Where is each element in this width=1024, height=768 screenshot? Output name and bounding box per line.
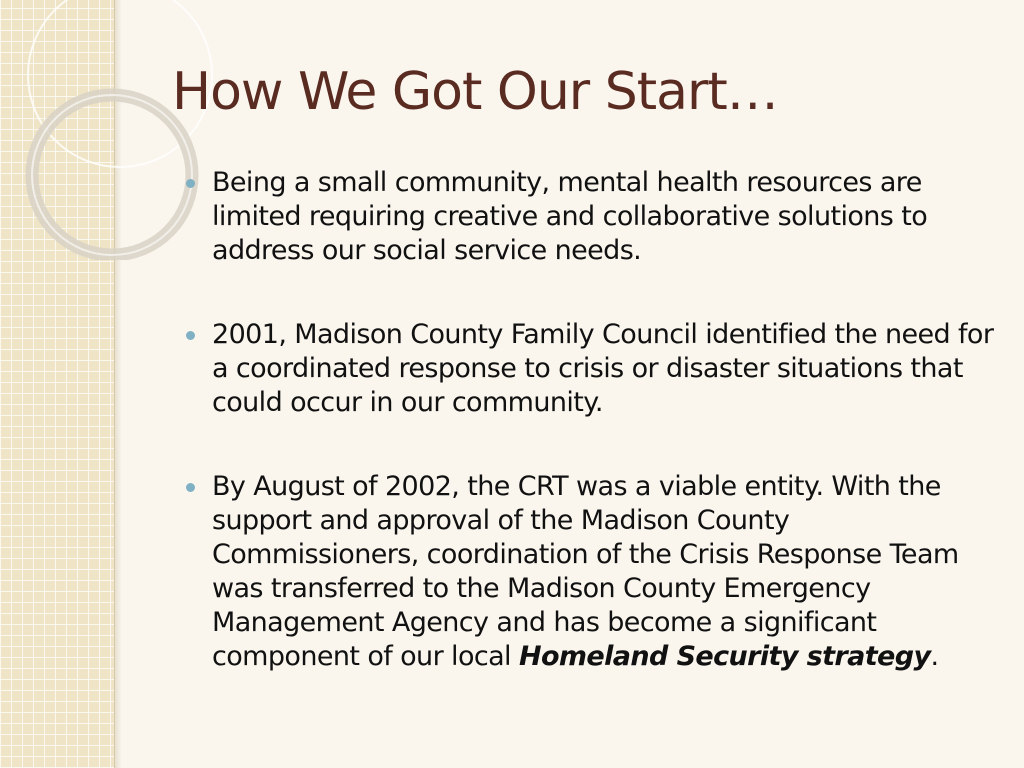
- slide-title: How We Got Our Start…: [172, 62, 778, 122]
- bullet-text: 2001, Madison County Family Council identified the need for a coordinated response to crisis or disaster situations that could occur in our community.: [212, 319, 994, 418]
- bullet-item: [186, 318, 996, 420]
- bullet-marker-icon: [186, 483, 195, 492]
- bullet-item: [186, 470, 996, 674]
- bullet-list: [186, 166, 996, 724]
- bullet-text-end: .: [930, 641, 939, 672]
- bullet-text: Being a small community, mental health resources are limited requiring creative and collaborative solutions to address our social service needs.: [212, 167, 928, 266]
- bullet-emphasis: Homeland Security strategy: [518, 641, 931, 672]
- bullet-marker-icon: [186, 331, 195, 340]
- bullet-item: [186, 166, 996, 268]
- bullet-text: By August of 2002, the CRT was a viable entity. With the support and approval of the Madison County Commissioners, coordination of the Crisis Response Team was transferred to the Madison County Emergency Management Agency and has become a significant component of our local: [212, 471, 959, 672]
- bullet-marker-icon: [186, 179, 195, 188]
